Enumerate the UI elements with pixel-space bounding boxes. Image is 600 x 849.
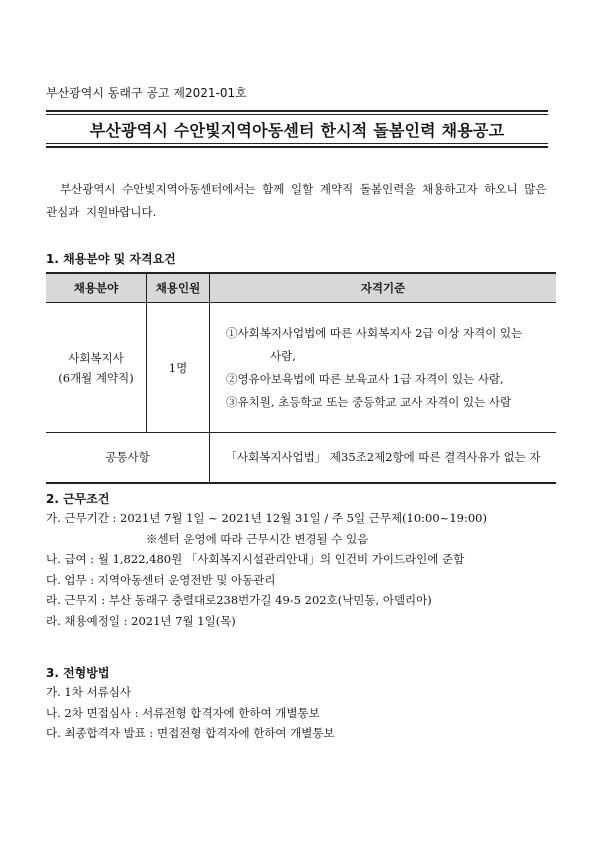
field-name: 사회복지사 <box>68 350 124 365</box>
headcount-cell: 1명 <box>147 303 210 433</box>
contract-type: (6개월 계약직) <box>58 370 134 385</box>
table-row <box>46 303 556 433</box>
intro-paragraph: 부산광역시 수안빛지역아동센터에서는 함께 일할 계약직 돌봄인력을 채용하고자 하오니 많은 관심과 지원바랍니다. <box>46 182 547 219</box>
qualification-item: ②영유아보육법에 따른 보육교사 1급 자격이 있는 사람, <box>226 371 504 386</box>
selection-process-list <box>46 682 335 744</box>
list-note: ※센터 운영에 따라 근무시간 변경될 수 있음 <box>146 531 369 546</box>
document-title: 부산광역시 수안빛지역아동센터 한시적 돌봄인력 채용공고 <box>89 120 505 140</box>
common-label: 공통사항 <box>46 433 210 483</box>
common-value: 「사회복지사업법」 제35조2제2항에 따른 결격사유가 없는 자 <box>210 433 557 483</box>
list-item: 나. 2차 면접심사 : 서류전형 합격자에 한하여 개별통보 <box>46 705 320 720</box>
working-conditions-list <box>46 508 487 631</box>
list-item: 다. 업무 : 지역아동센터 운영전반 및 아동관리 <box>46 572 276 587</box>
qualification-item: ③유치원, 초등학교 또는 중등학교 교사 자격이 있는 사람 <box>226 394 512 409</box>
section3-heading: 3. 전형방법 <box>46 666 110 680</box>
list-item: 나. 급여 : 월 1,822,480원 「사회복지시설관리안내」의 인건비 가이드라인에 준함 <box>46 552 465 566</box>
table-header-row <box>46 273 556 303</box>
list-item: 라. 근무지 : 부산 동래구 충렬대로238번가길 49-5 202호(낙민동, 아델리아) <box>46 593 432 607</box>
list-item: 가. 1차 서류심사 <box>46 685 131 699</box>
list-item: 라. 채용예정일 : 2021년 7월 1일(목) <box>46 613 236 628</box>
field-cell <box>46 303 147 433</box>
header-headcount: 채용인원 <box>147 273 210 303</box>
common-row <box>46 433 556 483</box>
title-banner <box>46 110 548 148</box>
requirements-table <box>46 272 556 484</box>
notice-number: 부산광역시 동래구 공고 제2021-01호 <box>46 86 247 100</box>
qualification-item: ①사회복지사업법에 따른 사회복지사 2급 이상 자격이 있는 <box>226 325 523 340</box>
list-item: 다. 최종합격자 발표 : 면접전형 합격자에 한하여 개별통보 <box>46 726 335 740</box>
qualifications-cell <box>210 303 557 433</box>
list-item: 가. 근무기간 : 2021년 7월 1일 ~ 2021년 12월 31일 / 주 5일 근무제(10:00~19:00) <box>46 511 487 525</box>
header-qualifications: 자격기준 <box>210 273 557 303</box>
section1-heading: 1. 채용분야 및 자격요건 <box>46 252 176 266</box>
section2-heading: 2. 근무조건 <box>46 492 110 506</box>
header-field: 채용분야 <box>46 273 147 303</box>
qualification-item-continued: 사람, <box>270 348 296 363</box>
